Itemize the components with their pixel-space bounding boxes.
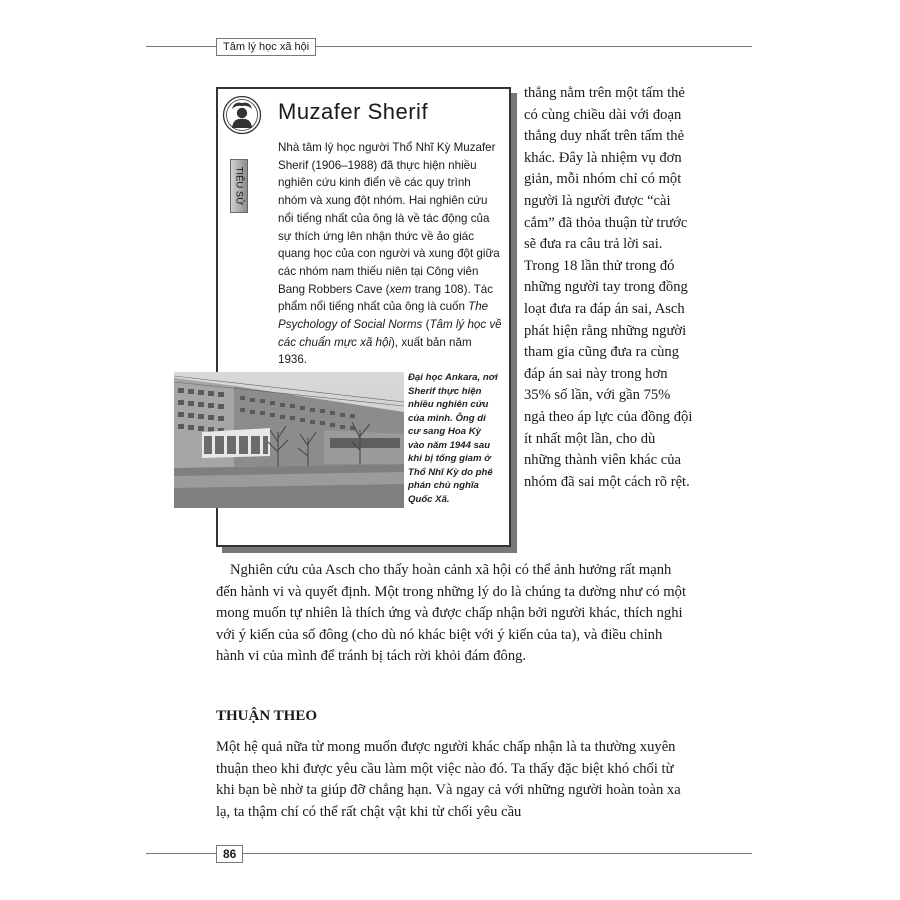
bio-text	[278, 139, 502, 369]
person-portrait-icon	[222, 95, 262, 135]
paragraph-asch: Nghiên cứu của Asch cho thấy hoàn cảnh xã hội có thể ảnh hưởng rất mạnh đến hành vi và quyết định. Một trong những lý do là chúng ta dường như có một mong muốn tự nhiên là thích ứng và được chấp nhận bởi người khác, thích nghi với ý kiến của số đông (cho dù nó khác biệt với ý kiến của ta), và điều chỉnh hành vi của mình để tránh bị tách rời khỏi đám đông.	[216, 562, 687, 665]
section-heading: THUẬN THEO	[216, 708, 317, 724]
bio-text-part: Nhà tâm lý học người Thổ Nhĩ Kỳ Muzafer Sherif (1906–1988) đã thực hiện nhiều nghiên cứu kinh điển về các quy trình nhóm và xung đột nhóm. Hai nghiên cứu nổi tiếng nhất của ông là về tác động của sự thích ứng lên nhận thức về ảo giác quang học của con người và xung đột giữa các nhóm nam thiếu niên tại Công viên Bang Robbers Cave (	[278, 141, 500, 296]
running-head: Tâm lý học xã hội	[216, 38, 316, 56]
photo-caption: Đại học Ankara, nơi Sherif thực hiện nhiều nghiên cứu của mình. Ông di cư sang Hoa Kỳ vào năm 1944 sau khi bị tống giam ở Thổ Nhĩ Kỳ do phê phán chủ nghĩa Quốc Xã.	[408, 372, 498, 505]
page-number: 86	[216, 845, 243, 863]
bio-text-part: ), xuất bản năm 1936.	[278, 335, 472, 367]
bio-name: Muzafer Sherif	[278, 99, 429, 124]
bio-text-xem: xem	[389, 282, 412, 296]
bio-book-title: The Psychology of Social Norms	[278, 300, 489, 332]
ankara-university-photo	[174, 372, 404, 508]
biography-tag	[230, 159, 248, 213]
bio-text-part: (	[422, 318, 430, 332]
bio-text-part: trang 108). Tác phẩm nổi tiếng nhất của ông là cuốn	[278, 282, 494, 314]
paragraph-thuan-theo: Một hệ quả nữa từ mong muốn được người khác chấp nhận là ta thường xuyên thuận theo khi được yêu cầu làm một việc nào đó. Ta thấy đặc biệt khó chối từ khi bạn bè nhờ ta giúp đỡ chẳng hạn. Và ngay cả với những người hoàn toàn xa lạ, ta thậm chí có thể rất chật vật khi từ chối yêu cầu	[216, 739, 681, 820]
bio-book-title-vi: Tâm lý học về các chuẩn mực xã hội	[278, 318, 502, 349]
side-column-text: thẳng nằm trên một tấm thẻ có cùng chiều dài với đoạn thẳng duy nhất trên tấm thẻ khác. Đây là nhiệm vụ đơn giản, mỗi nhóm chỉ có một người là người được “cài cắm” đã thỏa thuận từ trước sẽ đưa ra câu trả lời sai. Trong 18 lần thử trong đó những người tay trong đồng loạt đưa ra đáp án sai, Asch phát hiện rằng những người tham gia cũng đưa ra cùng đáp án sai này trong hơn 35% số lần, với gần 75% ngả theo áp lực của đồng đội ít nhất một lần, cho dù những thành viên khác của nhóm đã sai một cách rõ rệt.	[524, 85, 693, 490]
biography-tag-label: TIỂU SỬ	[233, 166, 245, 206]
